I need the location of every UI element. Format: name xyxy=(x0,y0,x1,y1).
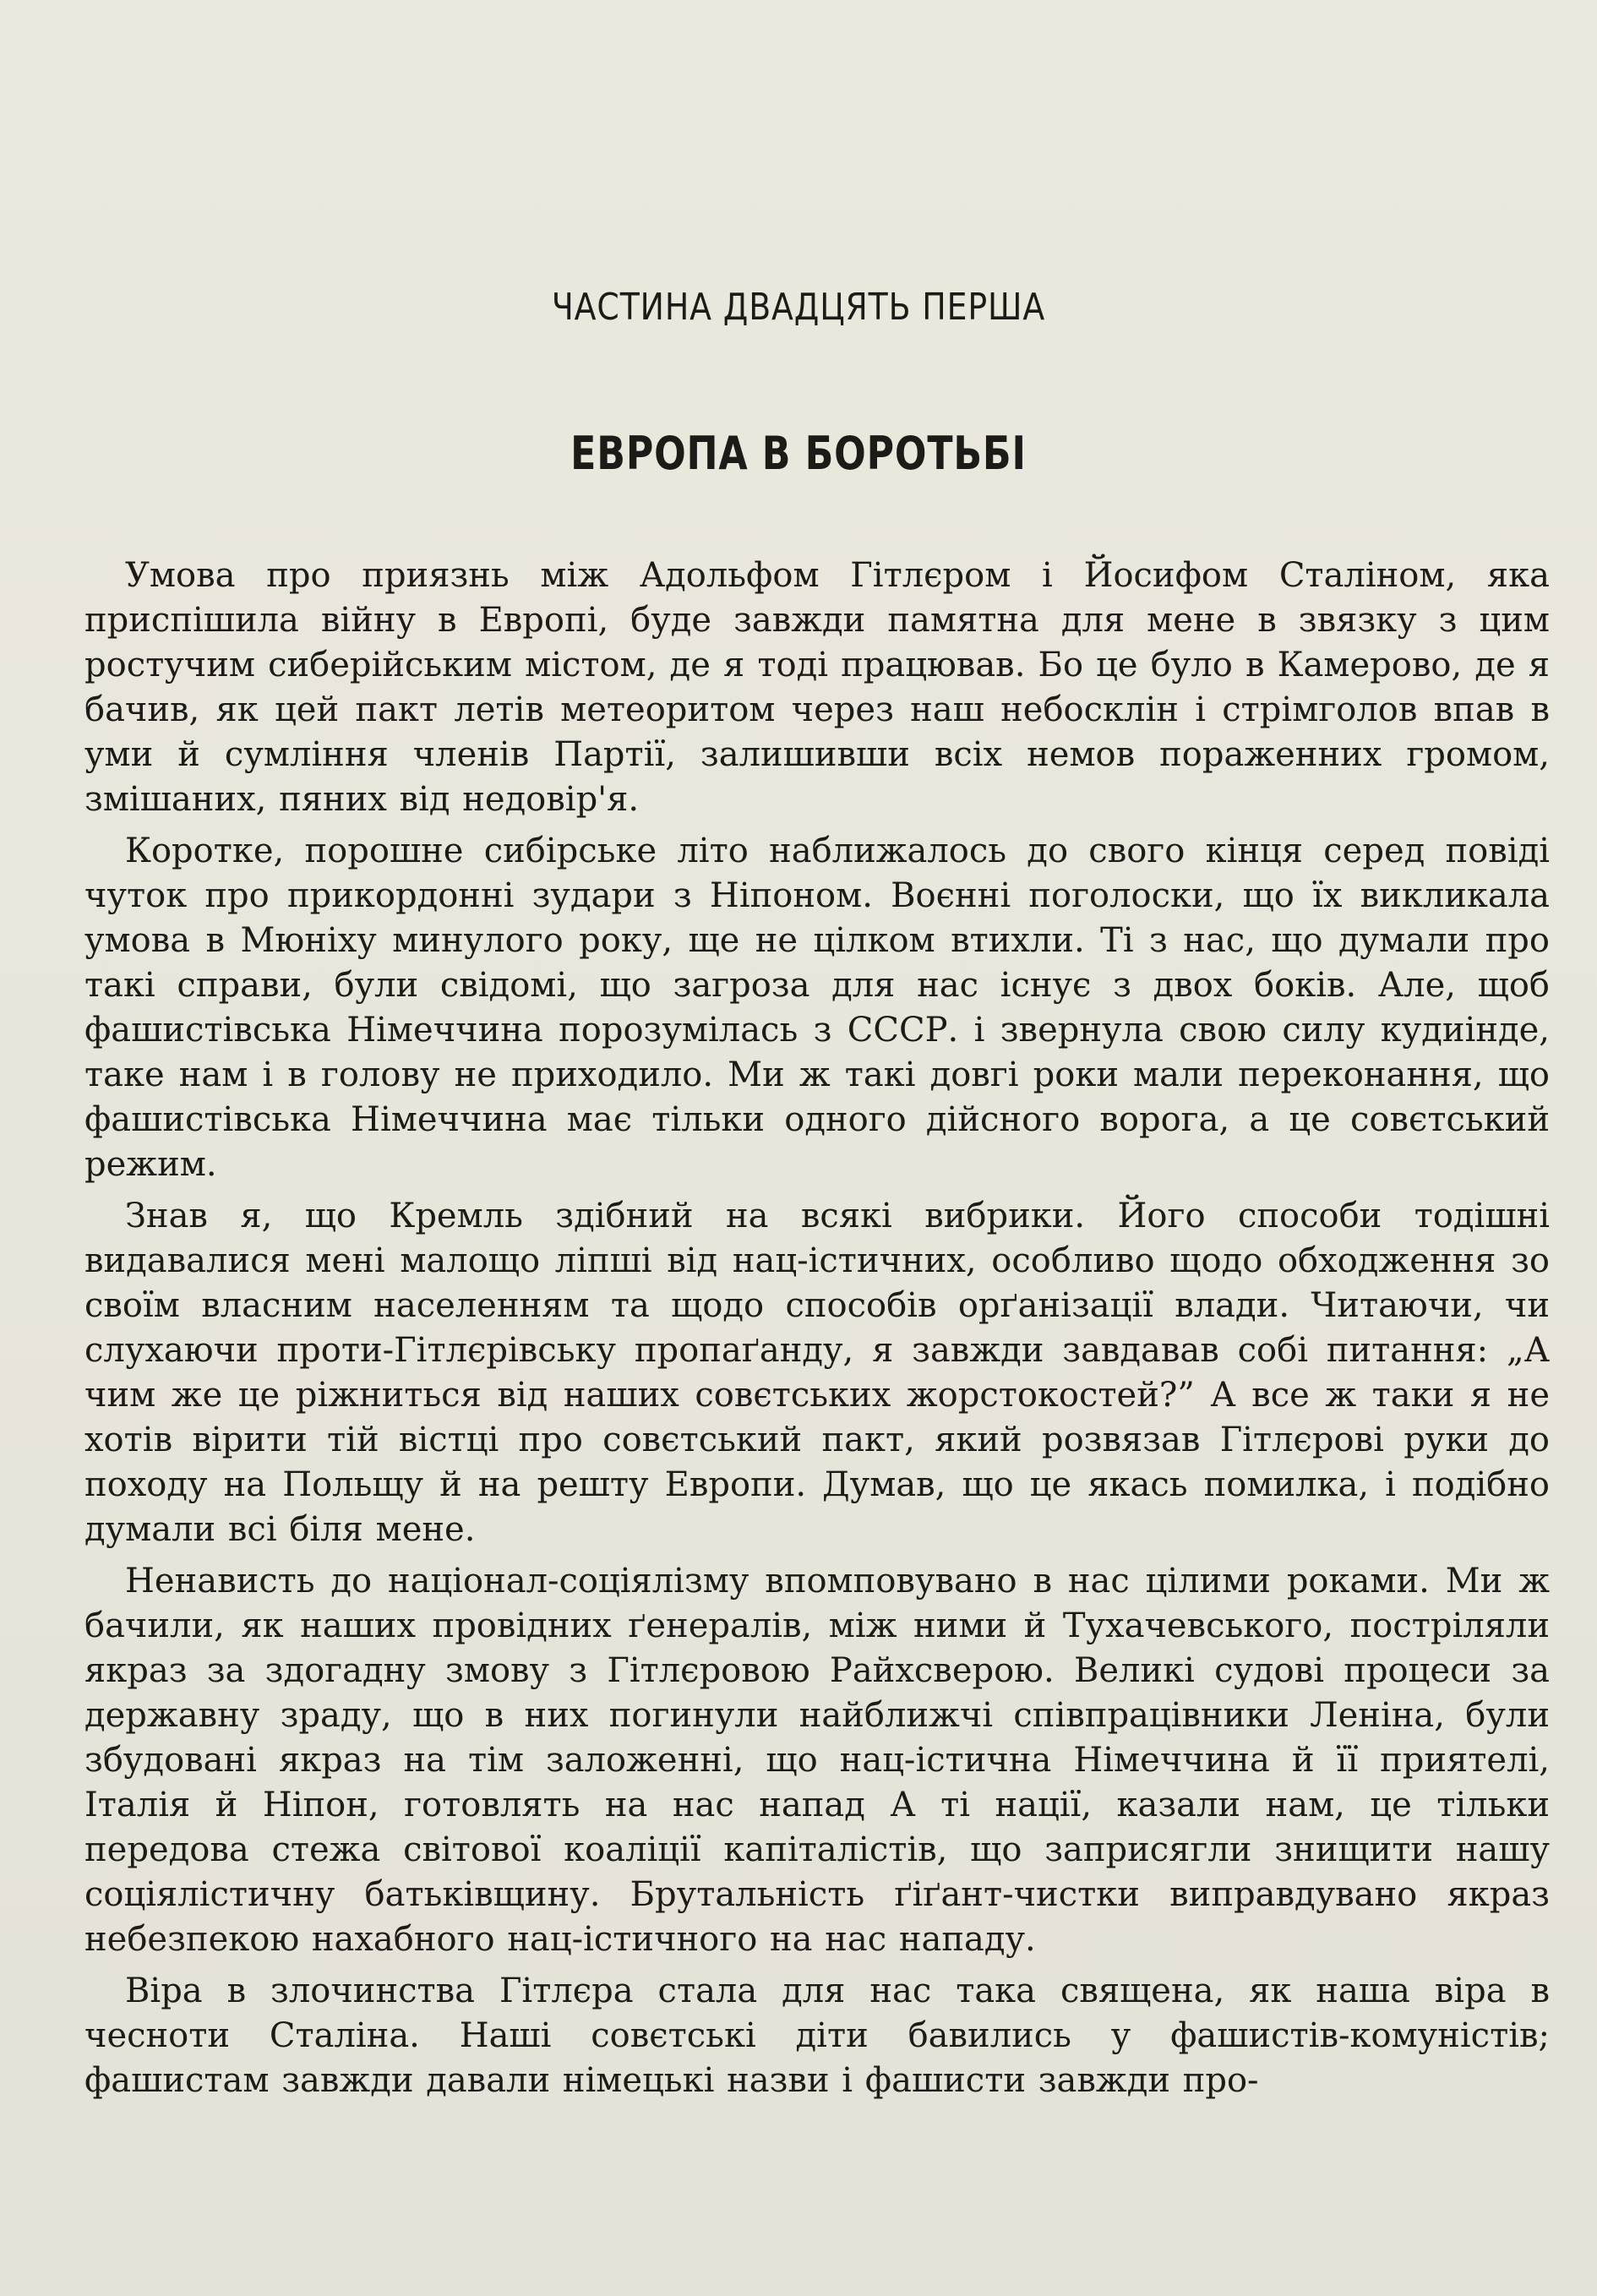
chapter-title: ЕВРОПА В БОРОТЬБІ xyxy=(570,427,1027,480)
paragraph-4: Ненависть до націонал-соціялізму впомповувано в нас цілими роками. Ми ж бачили, як наших провідних ґенералів, між ними й Тухачевського, постріляли якраз за здогадну змову з Гітлєровою Райхсверою. Великі судові процеси за державну зраду, що в них погинули найближчі співпрацівники Леніна, були збудовані якраз на тім заложенні, що нац-істична Німеччина й її приятелі, Італія й Ніпон, готовлять на нас напад А ті нації, казали нам, це тільки передова стежа світової коаліції капіталістів, що заприсягли знищити нашу соціялістичну батьківщину. Брутальність ґіґант-чистки виправдувано якраз небезпекою нахабного нац-істичного на нас нападу. xyxy=(84,1562,1550,1959)
paragraph-2: Коротке, порошне сибірське літо наближалось до свого кінця серед повіді чуток про прикордонні зудари з Ніпоном. Воєнні поголоски, що їх викликала умова в Мюніху минулого року, ще не цілком втихли. Ті з нас, що думали про такі справи, були свідомі, що загроза для нас існує з двох боків. Але, щоб фашистівська Німеччина порозумілась з СССР. і звернула свою силу кудиінде, таке нам і в голову не приходило. Ми ж такі довгі роки мали переконання, що фашистівська Німеччина має тільки одного дійсного ворога, а це совєтський режим. xyxy=(84,832,1550,1184)
part-title: ЧАСТИНА ДВАДЦЯТЬ ПЕРША xyxy=(551,286,1046,329)
body-text xyxy=(84,554,1550,2110)
paragraph-5: Віра в злочинства Гітлєра стала для нас така священа, як наша віра в чесноти Сталіна. Наші совєтські діти бавились у фашистів-комуністів; фашистам завжди давали німецькі назви і фашисти завжди про- xyxy=(84,1972,1550,2100)
paragraph-3: Знав я, що Кремль здібний на всякі вибрики. Його способи тодішні видавалися мені малощо ліпші від нац-істичних, особливо щодо обходження зо своїм власним населенням та щодо способів орґанізації влади. Читаючи, чи слухаючи проти-Гітлєрівську пропаґанду, я завжди завдавав собі питання: „А чим же це ріжниться від наших совєтських жорстокостей?” А все ж таки я не хотів вірити тій вістці про совєтський пакт, який розвязав Гітлєрові руки до походу на Польщу й на решту Европи. Думав, що це якась помилка, і подібно думали всі біля мене. xyxy=(84,1197,1550,1549)
bleed-through-text xyxy=(93,34,1546,161)
paragraph-1: Умова про приязнь між Адольфом Гітлєром і Йосифом Сталіном, яка приспішила війну в Европі, буде завжди памятна для мене в звязку з цим ростучим сиберійським містом, де я тоді працював. Бо це було в Камерово, де я бачив, як цей пакт летів метеоритом через наш небосклін і стрімголов впав в уми й сумління членів Партії, залишивши всіх немов пораженних громом, змішаних, пяних від недовір'я. xyxy=(84,556,1550,819)
